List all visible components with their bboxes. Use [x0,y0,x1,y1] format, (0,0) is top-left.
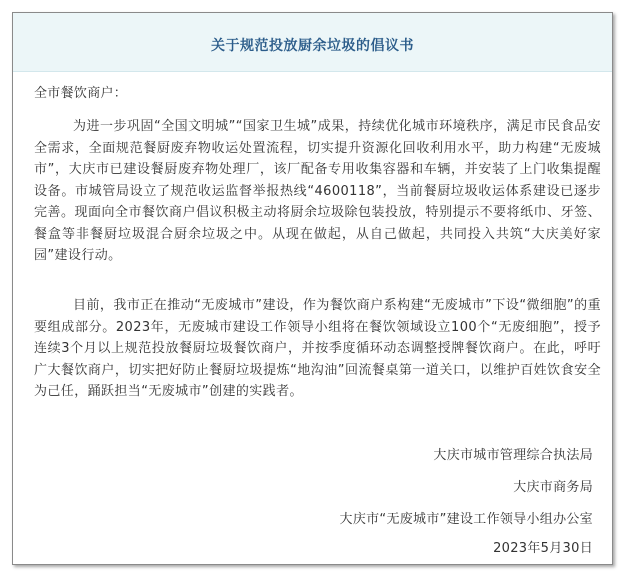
body-paragraph-1: 为进一步巩固“全国文明城”“国家卫生城”成果，持续优化城市环境秩序，满足市民食品安全需求，全面规范餐厨废弃物收运处置流程，切实提升资源化回收利用水平，助力构建“无废城市”，大庆市已建设餐厨废弃物处理厂，该厂配备专用收集容器和车辆，并安装了上门收集提醒设备。市城管局设立了规范收运监督举报热线“4600118”，当前餐厨垃圾收运体系建设已逐步完善。现面向全市餐饮商户倡议积极主动将厨余垃圾除包装投放，特别提示不要将纸巾、牙签、餐盒等非餐厨垃圾混合厨余垃圾之中。从现在做起，从自己做起，共同投入共筑“大庆美好家园”建设行动。 [34,119,601,263]
signatory-2: 大庆市商务局 [513,480,593,495]
body-paragraph-2: 目前，我市正在推动“无废城市”建设，作为餐饮商户系构建“无废城市”下设“微细胞”的重要组成部分。2023年，无废城市建设工作领导小组将在餐饮领域设立100个“无废细胞”，授予连续3个月以上规范投放餐厨垃圾餐饮商户，并按季度循环动态调整授牌餐饮商户。在此，呼吁广大餐饮商户，切实把好防止餐厨垃圾提炼“地沟油”回流餐桌第一道关口，以维护百姓饮食安全为己任，踊跃担当“无废城市”创建的实践者。 [34,298,601,399]
salutation: 全市餐饮商户： [34,86,128,101]
document-title: 关于规范投放厨余垃圾的倡议书 [211,38,414,54]
title-band [13,13,612,72]
signatory-3: 大庆市“无废城市”建设工作领导小组办公室 [339,512,593,527]
document-date: 2023年5月30日 [493,541,593,556]
signatory-1: 大庆市城市管理综合执法局 [433,448,593,463]
document-frame [12,12,613,565]
